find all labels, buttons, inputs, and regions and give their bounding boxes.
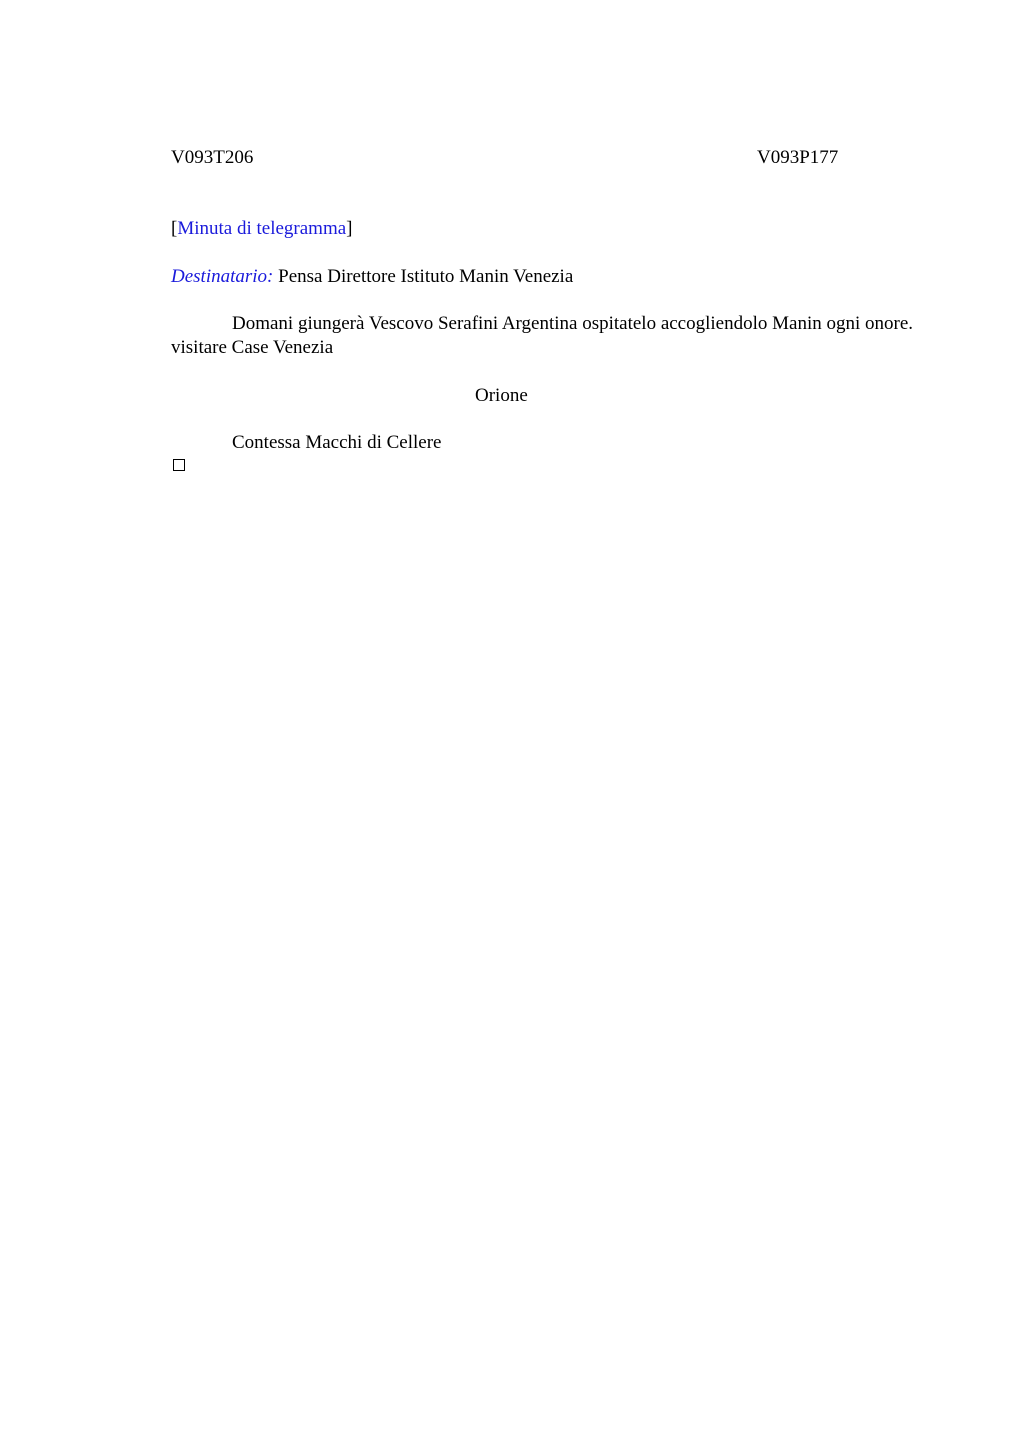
recipient-value: Pensa Direttore Istituto Manin Venezia bbox=[278, 266, 574, 287]
close-bracket: ] bbox=[346, 218, 353, 239]
document-code-right: V093P177 bbox=[757, 147, 839, 168]
empty-square-icon bbox=[173, 459, 185, 471]
document-code-left: V093T206 bbox=[171, 147, 254, 168]
open-bracket: [ bbox=[171, 218, 178, 239]
document-type-heading bbox=[171, 217, 353, 241]
document-type-label: Minuta di telegramma bbox=[177, 218, 347, 239]
note-line: Contessa Macchi di Cellere bbox=[232, 432, 442, 453]
recipient-label: Destinatario: bbox=[171, 266, 274, 287]
signature: Orione bbox=[475, 385, 528, 406]
recipient-line bbox=[171, 265, 573, 289]
telegram-body: Domani giungerà Vescovo Serafini Argentina ospitatelo accogliendolo Manin ogni onore. visitare Case Venezia bbox=[171, 313, 914, 358]
